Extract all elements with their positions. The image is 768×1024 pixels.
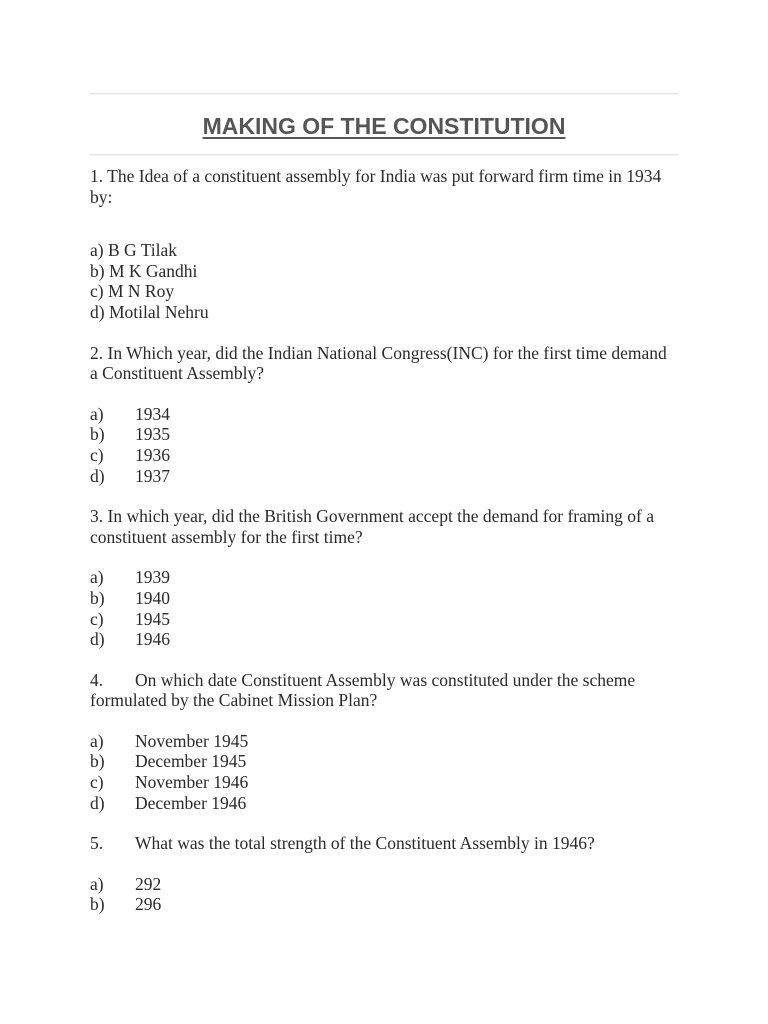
option-letter: c) <box>90 772 104 793</box>
option-letter: b) <box>90 751 105 772</box>
question-stem <box>90 833 678 854</box>
option-d: d) Motilal Nehru <box>90 301 209 322</box>
option-text: 1939 <box>135 567 170 588</box>
option-c: c) M N Roy <box>90 281 175 302</box>
option-text: 292 <box>135 873 162 894</box>
option-a <box>90 404 678 425</box>
option-letter: b) <box>90 587 105 608</box>
question-number: 4. <box>90 669 104 690</box>
option-text: 1945 <box>135 608 170 629</box>
option-c <box>90 772 678 793</box>
option-text: 1940 <box>135 587 170 608</box>
option-letter: d) <box>90 465 105 486</box>
question-number: 5. <box>90 833 104 854</box>
option-text: November 1946 <box>135 772 249 793</box>
question-stem: 2. In Which year, did the Indian National Congress(INC) for the first time demand a Constituent Assembly? <box>90 342 667 384</box>
option-a <box>90 874 678 895</box>
page-title: MAKING OF THE CONSTITUTION <box>202 113 566 139</box>
option-letter: d) <box>90 792 105 813</box>
option-b: b) M K Gandhi <box>90 260 198 281</box>
option-a <box>90 731 678 752</box>
option-c <box>90 445 678 466</box>
option-b <box>90 751 678 772</box>
question-stem: 3. In which year, did the British Government accept the demand for framing of a constituent assembly for the first time? <box>90 506 654 547</box>
document-page <box>90 0 678 915</box>
option-text: November 1945 <box>135 730 249 751</box>
option-c <box>90 609 678 630</box>
option-letter: a) <box>90 403 104 424</box>
question-2 <box>90 343 678 487</box>
option-letter: b) <box>90 894 105 915</box>
question-text: On which date Constituent Assembly was constituted under the scheme formulated by the Cabinet Mission Plan? <box>90 669 636 711</box>
option-text: 1937 <box>135 465 170 486</box>
option-letter: c) <box>90 608 104 629</box>
option-a <box>90 567 678 588</box>
question-stem <box>90 670 678 711</box>
title-divider <box>90 154 678 156</box>
option-text: 1934 <box>135 403 170 424</box>
option-letter: a) <box>90 567 104 588</box>
option-letter: d) <box>90 629 105 650</box>
question-4 <box>90 670 678 814</box>
question-text: What was the total strength of the Constituent Assembly in 1946? <box>135 833 595 854</box>
option-text: December 1945 <box>135 751 247 772</box>
option-text: 296 <box>135 894 162 915</box>
option-text: December 1946 <box>135 792 247 813</box>
option-d <box>90 466 678 487</box>
question-3 <box>90 506 678 650</box>
top-divider <box>90 93 678 95</box>
option-text: 1946 <box>135 629 170 650</box>
question-5 <box>90 833 678 915</box>
option-letter: a) <box>90 730 104 751</box>
option-letter: b) <box>90 424 105 445</box>
option-b <box>90 424 678 445</box>
option-letter: c) <box>90 444 104 465</box>
question-stem: 1. The Idea of a constituent assembly for India was put forward firm time in 1934 by: <box>90 166 662 207</box>
option-b <box>90 588 678 609</box>
option-d <box>90 793 678 814</box>
option-text: 1936 <box>135 444 170 465</box>
option-a: a) B G Tilak <box>90 240 178 261</box>
question-1 <box>90 166 678 323</box>
option-b <box>90 894 678 915</box>
option-d <box>90 629 678 650</box>
option-text: 1935 <box>135 424 170 445</box>
option-letter: a) <box>90 873 104 894</box>
